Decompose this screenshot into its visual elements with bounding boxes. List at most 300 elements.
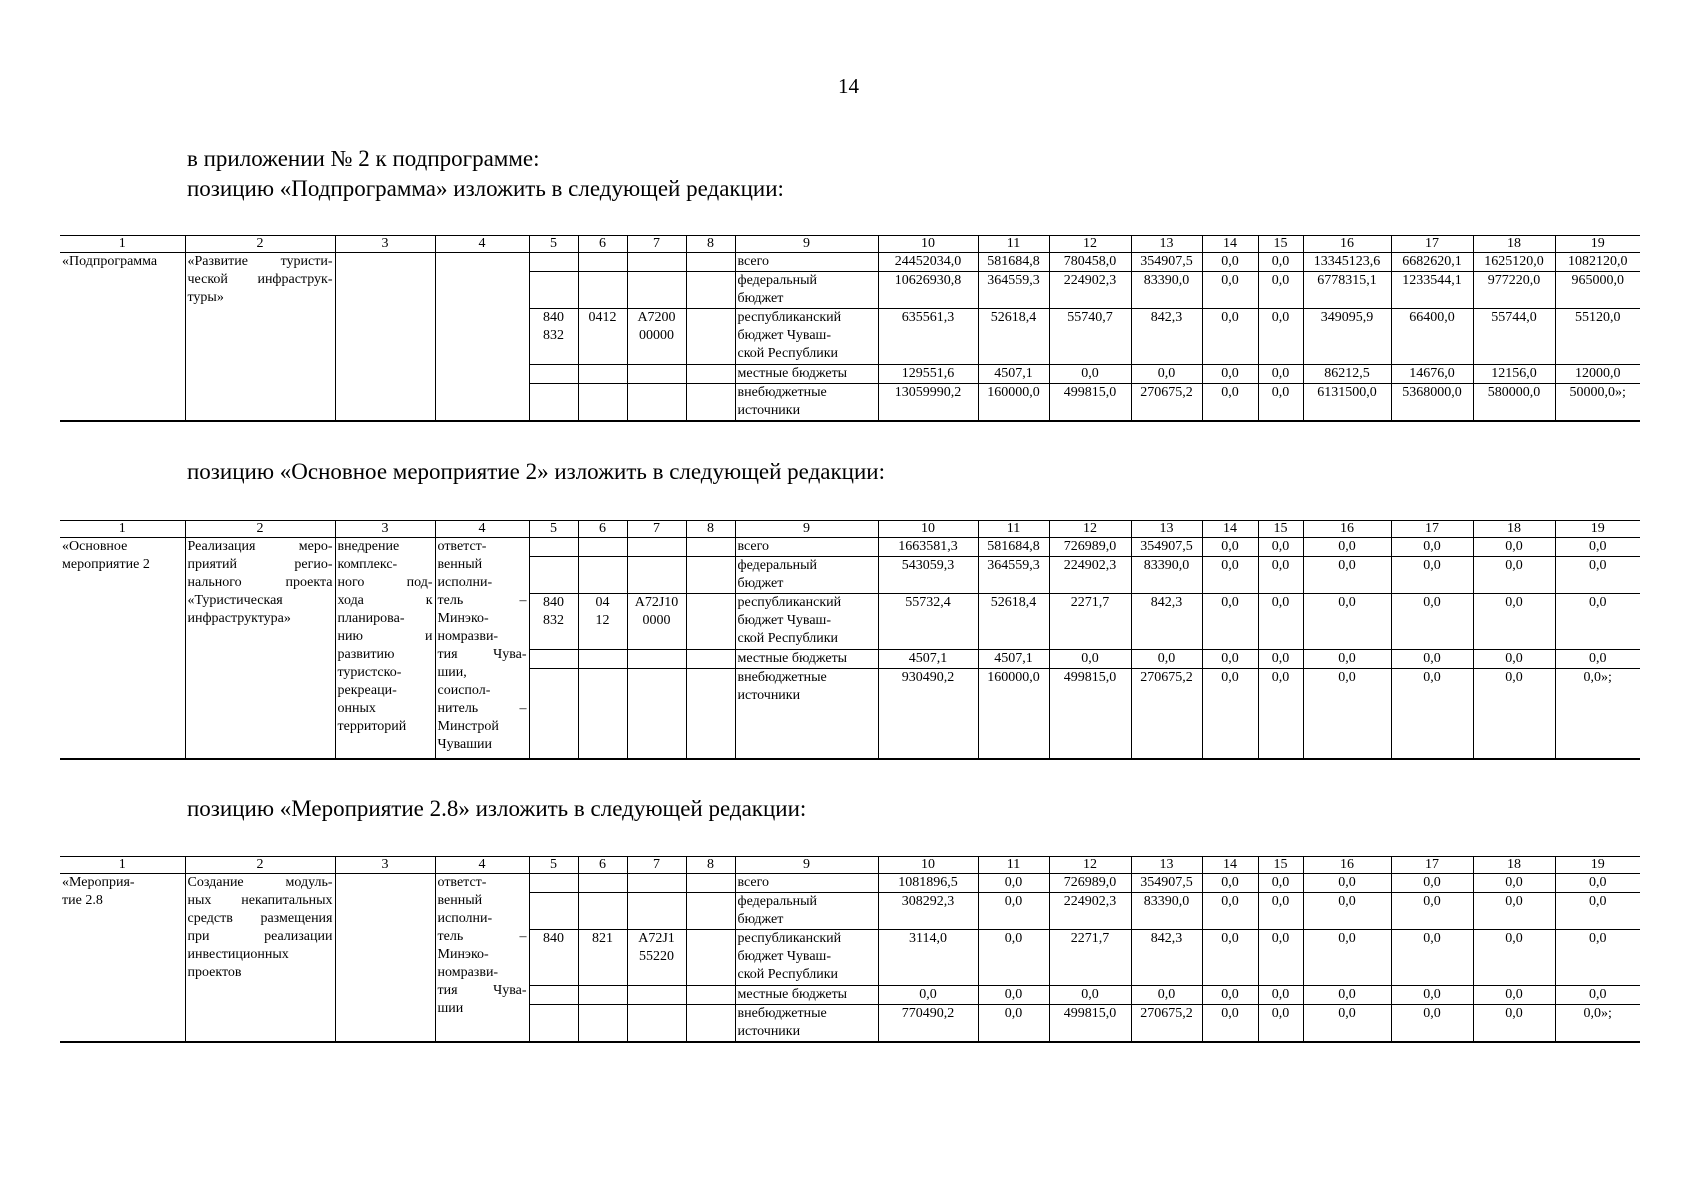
column-number-cell: 10 — [878, 857, 978, 874]
cell-line: «Основное — [62, 539, 128, 554]
column-number-cell: 12 — [1049, 857, 1131, 874]
cell-line: 832 — [543, 613, 564, 628]
amount-cell: 0,0 — [1258, 874, 1303, 893]
item-name-cell — [60, 538, 185, 759]
cell-line: тель – — [437, 593, 527, 608]
column-number-cell: 15 — [1258, 521, 1303, 538]
amount-cell: 55732,4 — [878, 594, 978, 650]
column-number-cell: 19 — [1555, 521, 1640, 538]
amount-cell: 0,0 — [1202, 365, 1258, 384]
amount-cell: 13059990,2 — [878, 384, 978, 422]
amount-cell: 0,0 — [1473, 1005, 1555, 1043]
column-number-cell: 3 — [335, 521, 435, 538]
amount-cell: 0,0 — [1202, 538, 1258, 557]
cell-line: местные бюджеты — [737, 366, 848, 381]
column-number-cell: 18 — [1473, 236, 1555, 253]
cell-line: номразви- — [437, 629, 499, 644]
cell-line: 55220 — [639, 949, 674, 964]
cell-line: Минэко- — [437, 611, 489, 626]
column-number-cell: 11 — [978, 236, 1049, 253]
cell-line: источники — [737, 1024, 801, 1039]
column-number-cell: 7 — [627, 857, 686, 874]
amount-cell: 83390,0 — [1131, 557, 1202, 594]
amount-cell: 0,0 — [1258, 365, 1303, 384]
amount-cell: 4507,1 — [878, 650, 978, 669]
amount-cell: 0,0 — [1202, 384, 1258, 422]
empty-code-cell — [686, 594, 735, 650]
amount-cell: 0,0 — [1391, 557, 1473, 594]
cell-line: 832 — [543, 328, 564, 343]
subprogram-table — [60, 235, 1640, 422]
amount-cell: 0,0 — [1049, 986, 1131, 1005]
item-description-cell — [185, 253, 335, 422]
cell-line: ской Республики — [737, 967, 839, 982]
amount-cell: 580000,0 — [1473, 384, 1555, 422]
item-goal-cell — [335, 253, 435, 422]
column-number-cell: 19 — [1555, 857, 1640, 874]
funding-row — [60, 253, 1640, 272]
cell-line: внебюджетные — [737, 670, 827, 685]
empty-code-cell — [627, 365, 686, 384]
empty-code-cell — [686, 365, 735, 384]
amount-cell: 52618,4 — [978, 309, 1049, 365]
column-number-cell: 4 — [435, 857, 529, 874]
column-number-cell: 9 — [735, 236, 878, 253]
cell-line: внедрение — [337, 539, 400, 554]
amount-cell: 0,0 — [1258, 650, 1303, 669]
column-number-cell: 10 — [878, 236, 978, 253]
cell-line: бюджет Чуваш- — [737, 613, 831, 628]
amount-cell: 14676,0 — [1391, 365, 1473, 384]
empty-code-cell — [627, 272, 686, 309]
funding-row — [60, 538, 1640, 557]
amount-cell: 270675,2 — [1131, 669, 1202, 759]
amount-cell: 0,0 — [1258, 384, 1303, 422]
cell-line: республиканский — [737, 595, 842, 610]
column-number-cell: 14 — [1202, 521, 1258, 538]
empty-code-cell — [686, 893, 735, 930]
cell-line: онных — [337, 701, 376, 716]
amount-cell: 842,3 — [1131, 309, 1202, 365]
amount-cell: 0,0 — [1303, 930, 1391, 986]
column-number-cell: 5 — [529, 236, 578, 253]
funding-source-cell — [735, 893, 878, 930]
amount-cell: 0,0 — [1202, 594, 1258, 650]
cell-line: республиканский — [737, 310, 842, 325]
cell-line: ской Республики — [737, 346, 839, 361]
empty-code-cell — [686, 384, 735, 422]
column-number-cell: 11 — [978, 857, 1049, 874]
cell-line: бюджет Чуваш- — [737, 949, 831, 964]
cell-line: ской Республики — [737, 631, 839, 646]
empty-code-cell — [627, 650, 686, 669]
amount-cell: 4507,1 — [978, 365, 1049, 384]
amount-cell: 780458,0 — [1049, 253, 1131, 272]
amount-cell: 364559,3 — [978, 272, 1049, 309]
cell-line: исполни- — [437, 911, 493, 926]
amount-cell: 0,0 — [1258, 557, 1303, 594]
cell-line: тия Чува- — [437, 983, 527, 998]
cell-line: соиспол- — [437, 683, 491, 698]
responsible-executor-cell — [435, 253, 529, 422]
amount-cell: 0,0 — [1391, 594, 1473, 650]
column-number-cell: 8 — [686, 236, 735, 253]
amount-cell: 0,0 — [1473, 893, 1555, 930]
empty-code-cell — [627, 893, 686, 930]
item-goal-cell — [335, 538, 435, 759]
amount-cell: 0,0 — [978, 893, 1049, 930]
empty-code-cell — [578, 1005, 627, 1043]
cell-line: ческой инфраструк- — [187, 272, 333, 287]
empty-code-cell — [529, 986, 578, 1005]
cell-line: ного под- — [337, 575, 433, 590]
empty-code-cell — [627, 669, 686, 759]
cell-line: всего — [737, 254, 770, 269]
cell-line: источники — [737, 688, 801, 703]
amount-cell: 0,0 — [1473, 874, 1555, 893]
amount-cell: 66400,0 — [1391, 309, 1473, 365]
cell-line: внебюджетные — [737, 385, 827, 400]
amount-cell: 0,0 — [1202, 874, 1258, 893]
cell-line: территорий — [337, 719, 407, 734]
cell-line: 12 — [595, 613, 610, 628]
empty-code-cell — [686, 309, 735, 365]
amount-cell: 364559,3 — [978, 557, 1049, 594]
empty-code-cell — [686, 874, 735, 893]
amount-cell: 308292,3 — [878, 893, 978, 930]
section-code-cell — [578, 309, 627, 365]
empty-code-cell — [686, 930, 735, 986]
target-article-cell — [627, 930, 686, 986]
responsible-executor-cell — [435, 538, 529, 759]
cell-line: федеральный — [737, 273, 818, 288]
cell-line: номразви- — [437, 965, 499, 980]
cell-line: комплекс- — [337, 557, 398, 572]
amount-cell: 499815,0 — [1049, 1005, 1131, 1043]
cell-line: приятий регио- — [187, 557, 333, 572]
item-name-cell — [60, 874, 185, 1043]
column-number-cell: 4 — [435, 236, 529, 253]
column-number-cell: 19 — [1555, 236, 1640, 253]
empty-code-cell — [578, 874, 627, 893]
amount-cell: 349095,9 — [1303, 309, 1391, 365]
column-number-cell: 5 — [529, 857, 578, 874]
amount-cell: 0,0 — [1258, 538, 1303, 557]
responsible-executor-cell — [435, 874, 529, 1043]
cell-line: проектов — [187, 965, 242, 980]
cell-line: развитию — [337, 647, 395, 662]
empty-code-cell — [529, 365, 578, 384]
cell-line: федеральный — [737, 558, 818, 573]
column-number-cell: 10 — [878, 521, 978, 538]
amount-cell: 86212,5 — [1303, 365, 1391, 384]
main-event-2-table — [60, 520, 1640, 760]
header-row — [60, 236, 1640, 253]
amount-cell: 6778315,1 — [1303, 272, 1391, 309]
amount-cell: 50000,0»; — [1555, 384, 1640, 422]
funding-source-cell — [735, 874, 878, 893]
column-number-cell: 7 — [627, 521, 686, 538]
column-number-cell: 17 — [1391, 236, 1473, 253]
empty-code-cell — [529, 272, 578, 309]
cell-line: А72J1 — [638, 931, 675, 946]
empty-code-cell — [627, 253, 686, 272]
column-number-cell: 14 — [1202, 236, 1258, 253]
amount-cell: 543059,3 — [878, 557, 978, 594]
amount-cell: 4507,1 — [978, 650, 1049, 669]
amount-cell: 83390,0 — [1131, 272, 1202, 309]
amount-cell: 0,0 — [1555, 650, 1640, 669]
column-number-cell: 17 — [1391, 521, 1473, 538]
funding-source-cell — [735, 384, 878, 422]
empty-code-cell — [686, 669, 735, 759]
target-article-cell — [627, 309, 686, 365]
cell-line: ответст- — [437, 539, 487, 554]
empty-code-cell — [578, 272, 627, 309]
cell-line: рекреаци- — [337, 683, 397, 698]
column-number-cell: 15 — [1258, 236, 1303, 253]
cell-line: ответст- — [437, 875, 487, 890]
cell-line: источники — [737, 403, 801, 418]
cell-line: нитель – — [437, 701, 527, 716]
empty-code-cell — [627, 538, 686, 557]
amount-cell: 0,0 — [1473, 557, 1555, 594]
cell-line: 840 — [543, 595, 564, 610]
funding-source-cell — [735, 309, 878, 365]
cell-line: 00000 — [639, 328, 674, 343]
column-number-cell: 17 — [1391, 857, 1473, 874]
amount-cell: 0,0 — [1555, 594, 1640, 650]
event-2-8-table — [60, 856, 1640, 1043]
column-number-cell: 2 — [185, 521, 335, 538]
grbs-code-cell — [529, 309, 578, 365]
item-name-cell — [60, 253, 185, 422]
cell-line: «Развитие туристи- — [187, 254, 333, 269]
amount-cell: 10626930,8 — [878, 272, 978, 309]
amount-cell: 0,0 — [1258, 594, 1303, 650]
amount-cell: 977220,0 — [1473, 272, 1555, 309]
amount-cell: 0,0 — [1131, 986, 1202, 1005]
amount-cell: 224902,3 — [1049, 557, 1131, 594]
amount-cell: 12156,0 — [1473, 365, 1555, 384]
amount-cell: 0,0»; — [1555, 1005, 1640, 1043]
header-row — [60, 521, 1640, 538]
column-number-cell: 2 — [185, 236, 335, 253]
cell-line: всего — [737, 875, 770, 890]
cell-line: 840 — [543, 310, 564, 325]
column-number-cell: 18 — [1473, 521, 1555, 538]
amount-cell: 0,0 — [878, 986, 978, 1005]
amount-cell: 0,0 — [1202, 986, 1258, 1005]
column-number-cell: 15 — [1258, 857, 1303, 874]
amount-cell: 354907,5 — [1131, 538, 1202, 557]
amount-cell: 0,0 — [1202, 309, 1258, 365]
item-description-cell — [185, 538, 335, 759]
amount-cell: 0,0 — [1473, 986, 1555, 1005]
column-number-cell: 7 — [627, 236, 686, 253]
target-article-cell — [627, 594, 686, 650]
amount-cell: 0,0 — [1258, 893, 1303, 930]
amount-cell: 0,0»; — [1555, 669, 1640, 759]
amount-cell: 0,0 — [1473, 594, 1555, 650]
column-number-cell: 6 — [578, 521, 627, 538]
amount-cell: 12000,0 — [1555, 365, 1640, 384]
cell-line: 840 — [543, 931, 564, 946]
amount-cell: 2271,7 — [1049, 930, 1131, 986]
amount-cell: 0,0 — [1473, 538, 1555, 557]
funding-source-cell — [735, 365, 878, 384]
empty-code-cell — [529, 1005, 578, 1043]
amount-cell: 0,0 — [1555, 538, 1640, 557]
column-number-cell: 9 — [735, 521, 878, 538]
column-number-cell: 12 — [1049, 521, 1131, 538]
section-code-cell — [578, 594, 627, 650]
empty-code-cell — [578, 650, 627, 669]
column-number-cell: 1 — [60, 857, 185, 874]
amount-cell: 0,0 — [1391, 986, 1473, 1005]
column-number-cell: 3 — [335, 236, 435, 253]
empty-code-cell — [578, 253, 627, 272]
amount-cell: 1082120,0 — [1555, 253, 1640, 272]
column-number-cell: 14 — [1202, 857, 1258, 874]
amount-cell: 499815,0 — [1049, 384, 1131, 422]
funding-source-cell — [735, 930, 878, 986]
cell-line: инфраструктура» — [187, 611, 291, 626]
cell-line: внебюджетные — [737, 1006, 827, 1021]
amount-cell: 0,0 — [1391, 874, 1473, 893]
cell-line: Создание модуль- — [187, 875, 333, 890]
cell-line: «Туристическая — [187, 593, 283, 608]
cell-line: бюджет — [737, 912, 784, 927]
funding-source-cell — [735, 594, 878, 650]
cell-line: республиканский — [737, 931, 842, 946]
funding-source-cell — [735, 1005, 878, 1043]
cell-line: местные бюджеты — [737, 987, 848, 1002]
empty-code-cell — [529, 874, 578, 893]
amount-cell: 0,0 — [1303, 874, 1391, 893]
cell-line: А7200 — [637, 310, 676, 325]
empty-code-cell — [578, 669, 627, 759]
amount-cell: 499815,0 — [1049, 669, 1131, 759]
empty-code-cell — [686, 986, 735, 1005]
cell-line: бюджет — [737, 291, 784, 306]
amount-cell: 6682620,1 — [1391, 253, 1473, 272]
empty-code-cell — [529, 650, 578, 669]
column-number-cell: 13 — [1131, 236, 1202, 253]
amount-cell: 0,0 — [1202, 930, 1258, 986]
cell-line: тель – — [437, 929, 527, 944]
amount-cell: 52618,4 — [978, 594, 1049, 650]
cell-line: «Подпрограмма — [62, 254, 158, 269]
cell-line: средств размещения — [187, 911, 333, 926]
cell-line: Минстрой — [437, 719, 499, 734]
column-number-cell: 6 — [578, 236, 627, 253]
cell-line: нального проекта — [187, 575, 333, 590]
column-number-cell: 16 — [1303, 857, 1391, 874]
amount-cell: 0,0 — [1303, 650, 1391, 669]
amount-cell: 0,0 — [1391, 930, 1473, 986]
column-number-cell: 6 — [578, 857, 627, 874]
column-number-cell: 1 — [60, 236, 185, 253]
empty-code-cell — [578, 384, 627, 422]
amount-cell: 0,0 — [978, 1005, 1049, 1043]
cell-line: Минэко- — [437, 947, 489, 962]
amount-cell: 0,0 — [1202, 272, 1258, 309]
amount-cell: 55744,0 — [1473, 309, 1555, 365]
amount-cell: 1233544,1 — [1391, 272, 1473, 309]
funding-source-cell — [735, 253, 878, 272]
column-number-cell: 5 — [529, 521, 578, 538]
cell-line: Реализация меро- — [187, 539, 333, 554]
empty-code-cell — [529, 669, 578, 759]
amount-cell: 0,0 — [1258, 986, 1303, 1005]
empty-code-cell — [529, 384, 578, 422]
funding-source-cell — [735, 650, 878, 669]
amount-cell: 0,0 — [1555, 893, 1640, 930]
section-code-cell — [578, 930, 627, 986]
cell-line: туры» — [187, 290, 224, 305]
cell-line: при реализации — [187, 929, 333, 944]
column-number-cell: 3 — [335, 857, 435, 874]
amount-cell: 842,3 — [1131, 594, 1202, 650]
amount-cell: 0,0 — [1303, 1005, 1391, 1043]
amount-cell: 726989,0 — [1049, 538, 1131, 557]
amount-cell: 224902,3 — [1049, 893, 1131, 930]
empty-code-cell — [529, 538, 578, 557]
amount-cell: 581684,8 — [978, 253, 1049, 272]
amount-cell: 0,0 — [1391, 538, 1473, 557]
amount-cell: 0,0 — [1555, 986, 1640, 1005]
column-number-cell: 4 — [435, 521, 529, 538]
empty-code-cell — [686, 253, 735, 272]
column-number-cell: 16 — [1303, 236, 1391, 253]
cell-line: 0000 — [642, 613, 671, 628]
amount-cell: 635561,3 — [878, 309, 978, 365]
amount-cell: 24452034,0 — [878, 253, 978, 272]
column-number-cell: 9 — [735, 857, 878, 874]
column-number-cell: 1 — [60, 521, 185, 538]
amount-cell: 0,0 — [1555, 557, 1640, 594]
amount-cell: 0,0 — [1303, 986, 1391, 1005]
cell-line: тия Чува- — [437, 647, 527, 662]
amount-cell: 160000,0 — [978, 384, 1049, 422]
amount-cell: 0,0 — [1258, 272, 1303, 309]
amount-cell: 5368000,0 — [1391, 384, 1473, 422]
intro-subprogram-line: позицию «Подпрограмма» изложить в следующей редакции: — [187, 176, 784, 201]
amount-cell: 930490,2 — [878, 669, 978, 759]
cell-line: всего — [737, 539, 770, 554]
amount-cell: 0,0 — [1303, 893, 1391, 930]
amount-cell: 0,0 — [1258, 253, 1303, 272]
amount-cell: 0,0 — [1258, 669, 1303, 759]
empty-code-cell — [686, 650, 735, 669]
amount-cell: 726989,0 — [1049, 874, 1131, 893]
amount-cell: 83390,0 — [1131, 893, 1202, 930]
amount-cell: 0,0 — [1473, 669, 1555, 759]
empty-code-cell — [627, 986, 686, 1005]
amount-cell: 3114,0 — [878, 930, 978, 986]
cell-line: тие 2.8 — [62, 893, 103, 908]
column-number-cell: 13 — [1131, 857, 1202, 874]
amount-cell: 1625120,0 — [1473, 253, 1555, 272]
funding-source-cell — [735, 557, 878, 594]
cell-line: хода к — [337, 593, 433, 608]
intro-appendix-line: в приложении № 2 к подпрограмме: — [187, 146, 540, 171]
amount-cell: 0,0 — [1391, 669, 1473, 759]
empty-code-cell — [578, 986, 627, 1005]
amount-cell: 0,0 — [1303, 557, 1391, 594]
funding-source-cell — [735, 272, 878, 309]
